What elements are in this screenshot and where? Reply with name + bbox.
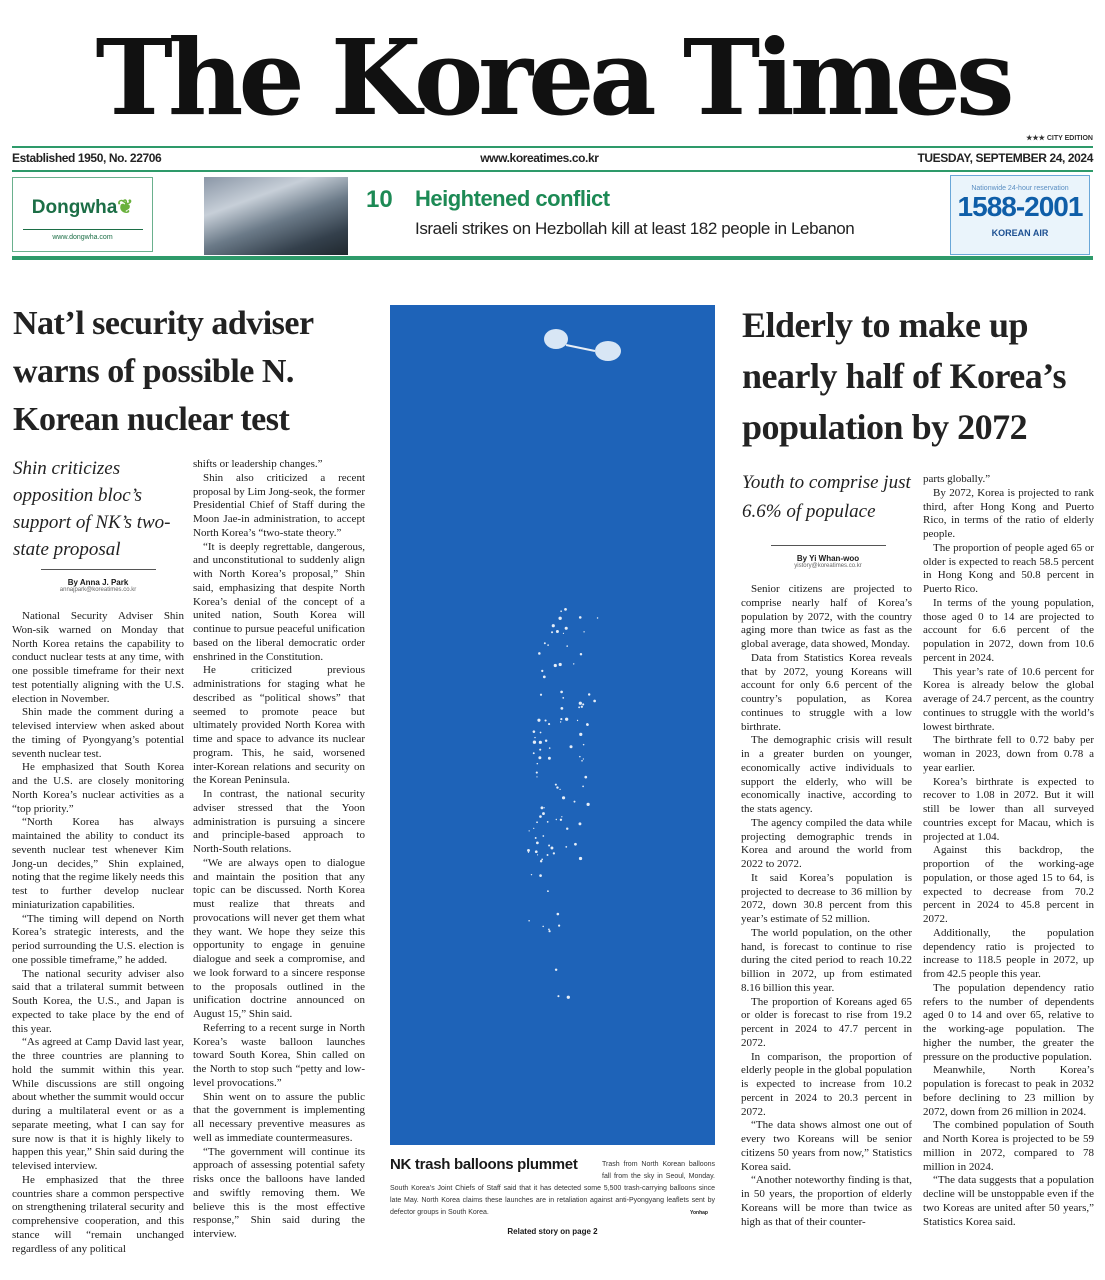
trash-speck (579, 857, 582, 860)
trash-speck (527, 849, 530, 852)
trash-speck (597, 617, 598, 618)
trash-speck (560, 691, 563, 694)
paragraph: The combined population of South and North Korea is projected to be 59 million in 2072, compared to 78 million in 2024. (923, 1119, 1094, 1173)
trash-speck (544, 642, 546, 644)
trash-speck (551, 631, 553, 633)
trash-speck (545, 719, 547, 721)
trash-speck (580, 653, 582, 655)
trash-speck (579, 616, 582, 619)
trash-speck (534, 737, 535, 738)
established-label: Established 1950, No. 22706 (12, 151, 162, 165)
trash-speck (535, 837, 537, 839)
trash-speck (561, 816, 562, 817)
trash-speck (538, 652, 541, 655)
byline-email[interactable]: annajpark@koreatimes.co.kr (59, 587, 137, 593)
trash-speck (579, 822, 582, 825)
leaf-icon: ❦ (117, 197, 134, 218)
paragraph: He emphasized that South Korea and the U.S. are closely monitoring North Korea’s nuclear activities as a “top priority.” (12, 761, 184, 815)
trash-speck (531, 874, 532, 875)
divider (12, 146, 1093, 148)
dongwha-ad[interactable] (12, 177, 153, 252)
trash-speck (560, 721, 561, 722)
trash-speck (543, 675, 546, 678)
trash-speck (556, 819, 557, 820)
trash-speck (553, 852, 555, 854)
masthead-title: The Korea Times (95, 16, 1010, 139)
trash-speck (549, 747, 551, 749)
divider (12, 170, 1093, 172)
paragraph: The proportion of Koreans aged 65 or older is forecast to rise from 19.2 percent in 2024 to 47.7 percent in 2072. (741, 995, 912, 1049)
balloon-photo[interactable] (390, 305, 715, 1145)
trash-speck (566, 827, 568, 829)
paragraph: Data from Statistics Korea reveals that by 2072, young Koreans will account for only 6.6 percent of the country’s population, as Korea continues to struggle with a low birthrate. (741, 651, 912, 733)
trash-speck (579, 756, 581, 758)
trash-speck (584, 776, 587, 779)
issue-date: TUESDAY, SEPTEMBER 24, 2024 (917, 151, 1093, 165)
paragraph: Korea’s birthrate is expected to recover to 1.08 in 2072. But it will still be lower than all surveyed countries except for Macau, which is projected at 1.04. (923, 775, 1094, 843)
right-article-col2 (923, 473, 1094, 1263)
trash-speck (565, 846, 567, 848)
korean-air-ad[interactable] (950, 175, 1090, 255)
trash-speck (547, 821, 549, 823)
paragraph: Additionally, the population dependency ratio is projected to increase to 118.5 people in 2072, up from 42.5 people this year. (923, 926, 1094, 980)
right-article-col1 (741, 583, 912, 1263)
trash-speck (559, 663, 562, 666)
trash-speck (541, 670, 543, 672)
trash-speck (540, 694, 542, 696)
trash-speck (579, 702, 582, 705)
trash-speck (560, 819, 562, 821)
trash-speck (556, 630, 559, 633)
photo-headline: NK trash balloons plummet (390, 1156, 578, 1173)
trash-speck (570, 745, 573, 748)
left-article-headline[interactable]: Nat’l security adviser warns of possible N. Korean nuclear test (13, 305, 313, 438)
trash-speck (588, 693, 590, 695)
trash-speck (593, 700, 596, 703)
related-story-link[interactable]: Related story on page 2 (507, 1227, 598, 1236)
divider (12, 256, 1093, 260)
right-article-deck: Youth to comprise just 6.6% of populace (742, 472, 911, 522)
trash-speck (539, 874, 542, 877)
trash-speck (577, 720, 578, 721)
paragraph: National Security Adviser Shin Won-sik warned on Monday that North Korea retains the capability to conduct nuclear tests at any time, with one possible timeframe for their next test potentially aligning with the U.S. election in November. (12, 610, 184, 705)
paragraph: The demographic crisis will result in a greater burden on younger, economically active individuals to support the elderly, who will be economically inactive, according to the stats agency. (741, 734, 912, 815)
trash-speck (548, 930, 550, 932)
trash-speck (542, 835, 544, 837)
left-article-col1 (12, 610, 184, 1262)
trash-speck (583, 758, 584, 759)
trash-speck (560, 610, 562, 612)
trash-speck (538, 756, 541, 759)
paragraph: Referring to a recent surge in North Korea’s waste balloon launches toward South Korea, Shin called on the North to stop such “petty and low-level provocations.” (193, 1021, 365, 1089)
teaser-page-number: 10 (366, 186, 393, 213)
trash-speck (548, 757, 551, 760)
byline-name: By Yi Whan-woo (796, 554, 860, 563)
trash-speck (565, 718, 567, 720)
trash-speck (560, 718, 562, 720)
trash-speck (583, 631, 584, 632)
trash-speck (537, 854, 538, 855)
paragraph: “As agreed at Camp David last year, the three countries are planning to hold the summit within this year. While discussions are still ongoing about whether the summit would occur during a multilateral event or as a separate meeting, what I can say for sure now is that it is highly likely to happen this year,” Shin said during the televised interview. (12, 1036, 184, 1172)
left-article-col2 (193, 458, 365, 1262)
paragraph: Shin made the comment during a televised interview when asked about the timing of Pyongyang’s potential seventh nuclear test. (12, 706, 184, 760)
trash-speck (555, 969, 557, 971)
trash-speck (533, 741, 536, 744)
trash-speck (581, 706, 583, 708)
ad-tagline: Nationwide 24-hour reservation (971, 185, 1069, 192)
paragraph: parts globally.” (923, 473, 991, 485)
paragraph: The proportion of people aged 65 or older is expected to reach 58.5 percent in Hong Kong and 50.8 percent in Puerto Rico. (923, 541, 1094, 595)
trash-speck (540, 732, 542, 734)
balloon-shape (595, 341, 621, 361)
photo-caption (390, 1159, 715, 1219)
trash-speck (544, 807, 545, 808)
trash-speck (557, 913, 560, 916)
trash-speck (581, 760, 583, 762)
trash-speck (558, 925, 560, 927)
trash-speck (554, 664, 557, 667)
paragraph: In comparison, the proportion of elderly people in the global population is expected to increase from 10.2 percent in 2024 to 20.3 percent in 2072. (741, 1050, 912, 1118)
paragraph: “It is deeply regrettable, dangerous, and unconstitutional to suddenly align with North Korea’s proposal,” Shin said, emphasizing that despite North Korea’s denial of the concept of a united nation, South Korea will continue to pursue peaceful unification based on the liberal democratic order enshrined in the Constitution. (193, 540, 365, 663)
trash-speck (528, 852, 529, 853)
trash-speck (536, 776, 537, 777)
paragraph: In terms of the young population, those aged 0 to 14 are projected to account for 6.6 percent of the population in 2072, down from 10.6 percent in 2024. (923, 596, 1094, 664)
trash-speck (583, 744, 585, 746)
paragraph: The population dependency ratio refers to the number of dependents aged 0 to 14 and over 65, relative to the working-age population. The higher the number, the greater the pressure on the productive population. (923, 981, 1094, 1063)
caption-text: Trash from North Korean balloons fall from the sky in Seoul, Monday. South Korea’s Joint Chiefs of Staff said that it has detected some 5,500 trash-carrying balloons since late May. North Korea claims these launches are in retaliation against anti-Pyongyang leaflets sent by defector groups in South Korea. (390, 1161, 715, 1216)
trash-speck (560, 707, 563, 710)
left-article-deck: Shin criticizes opposition bloc’s support of NK’s two-state proposal (13, 458, 171, 560)
paragraph: He criticized previous administrations for staging what he described as “political shows” that seemed to promote peace but ultimately provided North Korea with time and space to advance its nuclear program. This, he said, worsened inter-Korean relations and security on the Korean Peninsula. (193, 664, 365, 787)
trash-speck (557, 995, 559, 997)
trash-speck (559, 789, 560, 790)
trash-speck (582, 703, 584, 705)
paragraph: “The timing will depend on North Korea’s strategic interests, and the period surrounding the U.S. election is one possible timeframe,” he added. (12, 912, 184, 966)
trash-speck (540, 860, 542, 862)
trash-speck (533, 730, 536, 733)
trash-speck (537, 719, 540, 722)
trash-speck (529, 830, 530, 831)
trash-speck (551, 847, 554, 850)
paragraph: “North Korea has always maintained the ability to conduct its seventh nuclear test whenever Kim Jong-un decides,” Shin explained, noting that the regime likely needs this test to further develop nuclear miniaturization capabilities. (12, 816, 184, 911)
trash-speck (541, 806, 544, 809)
ad-brand: KOREAN AIR (991, 228, 1049, 238)
paragraph: Against this backdrop, the proportion of the working-age population, or those aged 15 to 64, is expected to decrease from 70.2 percent in 2024 to 45.8 percent in 2072. (923, 844, 1094, 925)
paragraph: The agency compiled the data while projecting demographic trends in Korea and around the world from 2022 to 2072. (741, 816, 912, 870)
trash-speck (547, 890, 549, 892)
ad-phone-number: 1588-2001 (957, 191, 1083, 222)
trash-speck (542, 812, 545, 815)
trash-speck (563, 633, 564, 634)
trash-speck (539, 815, 542, 818)
edition-label: ★★★ CITY EDITION (1026, 135, 1093, 142)
paragraph: Shin went on to assure the public that the government is implementing all necessary preventive measures as well as immediate countermeasures. (193, 1090, 365, 1144)
teaser-headline[interactable]: Heightened conflict (415, 186, 610, 211)
trash-speck (536, 842, 539, 845)
paragraph: In contrast, the national security adviser stressed that the Yoon administration is pursuing a sincere and principle-based approach to North-South relations. (193, 788, 365, 855)
trash-speck (587, 803, 590, 806)
trash-speck (578, 706, 580, 708)
right-article-headline[interactable]: Elderly to make up nearly half of Korea’s population by 2072 (742, 305, 1066, 447)
trash-speck (548, 723, 550, 725)
paragraph: “The government will continue its approach of assessing potential safety risks once the balloons have landed and swiftly removing them. We believe this is the most effective response,” Shin said during the interview. (193, 1145, 365, 1240)
trash-speck (567, 996, 570, 999)
trash-speck (562, 796, 565, 799)
byline-email[interactable]: yistory@koreatimes.co.kr (794, 563, 862, 569)
trash-speck (555, 784, 557, 786)
trash-speck (582, 786, 584, 788)
byline-name: By Anna J. Park (67, 578, 129, 587)
trash-speck (545, 739, 547, 741)
dongwha-url: www.dongwha.com (52, 234, 113, 241)
paragraph: “Another noteworthy finding is that, in 50 years, the proportion of elderly Koreans will be more than twice as high as that of their counter- (741, 1174, 912, 1228)
trash-speck (547, 644, 549, 646)
paragraph: “The data shows almost one out of every two Koreans will be senior citizens 50 years from now,” Statistics Korea said. (741, 1119, 912, 1173)
trash-speck (537, 763, 539, 765)
paragraph: The birthrate fell to 0.72 baby per woman in 2023, down from 0.78 a year earlier. (923, 734, 1094, 774)
teaser-photo[interactable] (204, 177, 348, 255)
trash-speck (536, 772, 538, 774)
trash-speck (539, 749, 541, 751)
paragraph: It said Korea’s population is projected to decrease to 36 million by 2072, down 30.8 percent from this year’s estimate of 52 million. (741, 871, 912, 925)
trash-speck (565, 627, 568, 630)
paragraph: “The data suggests that a population decline will be unstoppable even if the two Koreas are united after 50 years,” Statistics Korea said. (923, 1174, 1094, 1228)
paragraph: The national security adviser also said that a trilateral summit between South Korea, the U.S., and Japan is expected to take place by the end of this year. (12, 967, 184, 1035)
trash-speck (586, 723, 589, 726)
paragraph: The world population, on the other hand, is forecast to continue to rise during the cited period to reach 10.22 billion in 2072, up from estimated 8.16 billion this year. (741, 926, 912, 994)
trash-speck (562, 697, 564, 699)
trash-speck (536, 821, 538, 823)
dongwha-logo: Dongwha (31, 197, 118, 218)
balloon-string (566, 345, 595, 351)
paragraph: Senior citizens are projected to comprise nearly half of Korea’s population by 2072, with the country aging more than twice as fast as the global average, data showed, Monday. (741, 583, 912, 650)
trash-speck (552, 624, 555, 627)
trash-speck (547, 854, 549, 856)
photo-credit: Yonhap (690, 1210, 708, 1216)
website-link[interactable]: www.koreatimes.co.kr (480, 151, 599, 165)
right-byline (742, 545, 914, 569)
info-bar (12, 151, 1093, 167)
paragraph: By 2072, Korea is projected to rank third, after Hong Kong and Puerto Rico, in terms of the ratio of elderly people. (923, 486, 1094, 540)
trash-speck (528, 920, 530, 922)
trash-speck (558, 617, 561, 620)
trash-speck (566, 645, 568, 647)
trash-speck (579, 733, 582, 736)
balloon-photo-svg (390, 305, 715, 1145)
trash-speck (573, 663, 574, 664)
trash-speck (542, 926, 544, 928)
paragraph: “We are always open to dialogue and maintain the position that any topic can be discussed. North Korea must realize that threats and provocations will never get them what they want. We hope they seize this opportunity to engage in genuine dialogue and seek a compromise, and we look forward to a sincere response to the proposals outlined in the unification doctrine announced on August 15,” Shin said. (193, 856, 365, 1020)
trash-speck (574, 801, 576, 803)
left-byline (13, 569, 183, 593)
trash-speck (533, 828, 534, 829)
paragraph: This year’s rate of 10.6 percent for Korea is already below the global average of 24.7 percent, as the country continues to struggle with the world’s lowest birthrate. (923, 665, 1094, 733)
trash-speck (548, 844, 550, 846)
trash-speck (556, 786, 558, 788)
teaser-subhead: Israeli strikes on Hezbollah kill at least 182 people in Lebanon (415, 219, 855, 238)
trash-speck (574, 843, 577, 846)
paragraph: shifts or leadership changes.” (193, 458, 323, 470)
balloon-shape (544, 329, 568, 349)
trash-speck (539, 741, 542, 744)
paragraph: Meanwhile, North Korea’s population is forecast to peak in 2032 before declining to 23 million by 2072, down from 26 million in 2024. (923, 1064, 1094, 1118)
trash-speck (564, 608, 567, 611)
paragraph: Shin also criticized a recent proposal by Lim Jong-seok, the former Presidential Chief of Staff during the Moon Jae-in administration, to accept North Korea’s “two-state theory.” (193, 471, 365, 539)
trash-speck (548, 929, 550, 931)
trash-speck (535, 850, 538, 853)
trash-speck (533, 752, 535, 754)
paragraph: He emphasized that the three countries share a common perspective on strengthening trilateral security and comprehensive cooperation, and this stance will “remain unchanged regardless of any political (12, 1173, 184, 1255)
trash-speck (541, 859, 543, 861)
